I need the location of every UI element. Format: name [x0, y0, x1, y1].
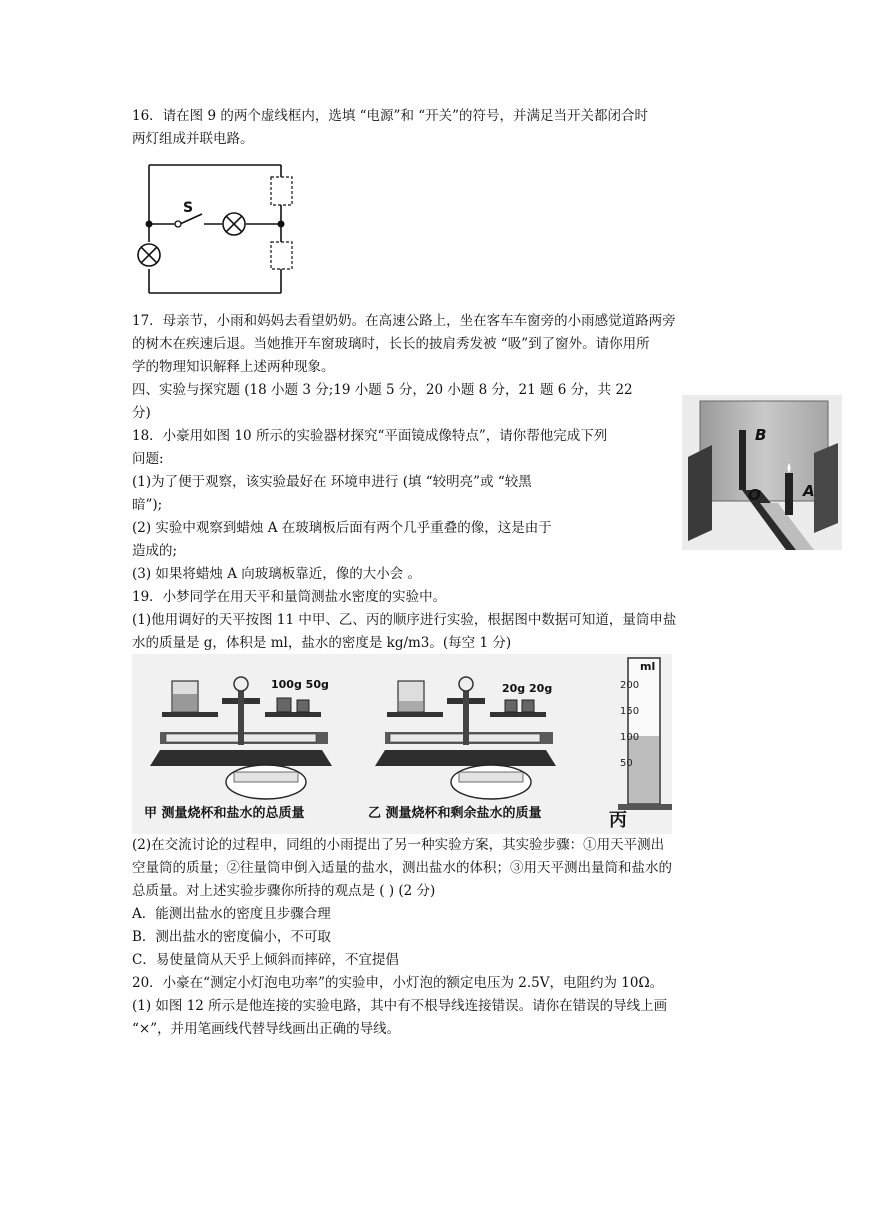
- caption-a: 甲 测量烧杯和盐水的总质量: [144, 806, 305, 821]
- q16-text-line1: 16．请在图 9 的两个虚线框内，选填 “电源”和 “开关”的符号，并满足当开关都闭合时: [132, 108, 649, 124]
- q18-text-line6: 造成的;: [132, 543, 178, 559]
- switch-label: S: [183, 200, 194, 216]
- q20-text-line2: (1) 如图 12 所示是他连接的实验电路，其中有不根导线连接错误。请你在错误的导线上画: [132, 998, 668, 1014]
- caption-b: 乙 测量烧杯和剩余盐水的质量: [368, 806, 542, 821]
- q19-text-line6: 总质量。对上述实验步骤你所持的观点是 ( ) (2 分): [132, 883, 436, 899]
- figure-9-circuit: [132, 155, 302, 300]
- label-a: A: [803, 482, 815, 500]
- q19-option-a: A．能测出盐水的密度且步骤合理: [132, 906, 331, 922]
- q18-text-line1: 18．小豪用如图 10 所示的实验器材探究“平面镜成像特点”，请你帮他完成下列: [132, 428, 608, 444]
- q19-option-b: B．测出盐水的密度偏小，不可取: [132, 929, 331, 945]
- q19-text-line3: 水的质量是 g，体积是 ml，盐水的密度是 kg/m3。(每空 1 分): [132, 635, 512, 651]
- label-o: O: [748, 486, 761, 504]
- svg-text:150: 150: [620, 706, 640, 717]
- q19-text-line4: (2)在交流讨论的过程申，同组的小雨提出了另一种实验方案，其实验步骤：①用天平测出: [132, 837, 665, 853]
- section4-heading-line1: 四、实验与探究题 (18 小题 3 分;19 小题 5 分，20 小题 8 分，21 题 6 分，共 22: [132, 382, 633, 398]
- figure-10-plane-mirror: [682, 395, 842, 550]
- q19-text-line5: 空量筒的质量；②往量筒申倒入适量的盐水，测出盐水的体积；③用天平测出量筒和盐水的: [132, 860, 672, 876]
- svg-text:20g 20g: 20g 20g: [502, 682, 553, 695]
- svg-text:100g 50g: 100g 50g: [271, 678, 329, 691]
- label-b: B: [755, 426, 767, 444]
- q19-text-line2: (1)他用调好的天平按图 11 中甲、乙、丙的顺序进行实验，根据图中数据可知道，量筒申盐: [132, 612, 677, 628]
- q17-text-line3: 学的物理知识解释上述两种现象。: [132, 359, 335, 375]
- lamp-icon: [223, 213, 245, 235]
- dashed-box-lower: [271, 242, 292, 269]
- q17-text-line2: 的树木在疾速后退。当她推开车窗玻璃时，长长的披肩秀发被 “吸”到了窗外。请你用所: [132, 336, 650, 352]
- q19-option-c: C．易使量筒从天乎上倾斜而摔碎，不宜提倡: [132, 952, 399, 968]
- q18-text-line3: (1)为了便于观察，该实验最好在 环境申进行 (填 “较明亮”或 “较黑: [132, 474, 532, 490]
- q18-text-line7: (3) 如果将蜡烛 A 向玻璃板靠近，像的大小会 。: [132, 566, 422, 582]
- q16-text-line2: 两灯组成并联电路。: [132, 131, 254, 147]
- q19-text-line1: 19．小梦同学在用天平和量筒测盐水密度的实验中。: [132, 589, 447, 605]
- svg-text:50: 50: [620, 758, 633, 769]
- q17-text-line1: 17．母亲节，小雨和妈妈去看望奶奶。在高速公路上，坐在客车车窗旁的小雨感觉道路两旁: [132, 313, 676, 329]
- q20-text-line3: “×”，并用笔画线代替导线画出正确的导线。: [132, 1021, 401, 1037]
- q18-text-line4: 暗”);: [132, 497, 163, 513]
- caption-c: 丙: [609, 810, 627, 831]
- dashed-box-upper: [271, 177, 292, 205]
- svg-text:100: 100: [620, 732, 640, 743]
- q20-text-line1: 20．小豪在“测定小灯泡电功率”的实验申，小灯泡的额定电压为 2.5V，电阻约为 10Ω。: [132, 975, 664, 991]
- q18-text-line2: 问题:: [132, 451, 164, 467]
- svg-text:200: 200: [620, 680, 640, 691]
- svg-text:ml: ml: [640, 660, 656, 673]
- section4-heading-line2: 分): [132, 405, 151, 421]
- q18-text-line5: (2) 实验中观察到蜡烛 A 在玻璃板后面有两个几乎重叠的像，这是由于: [132, 520, 552, 536]
- figure-11-balance-experiment: [132, 654, 672, 834]
